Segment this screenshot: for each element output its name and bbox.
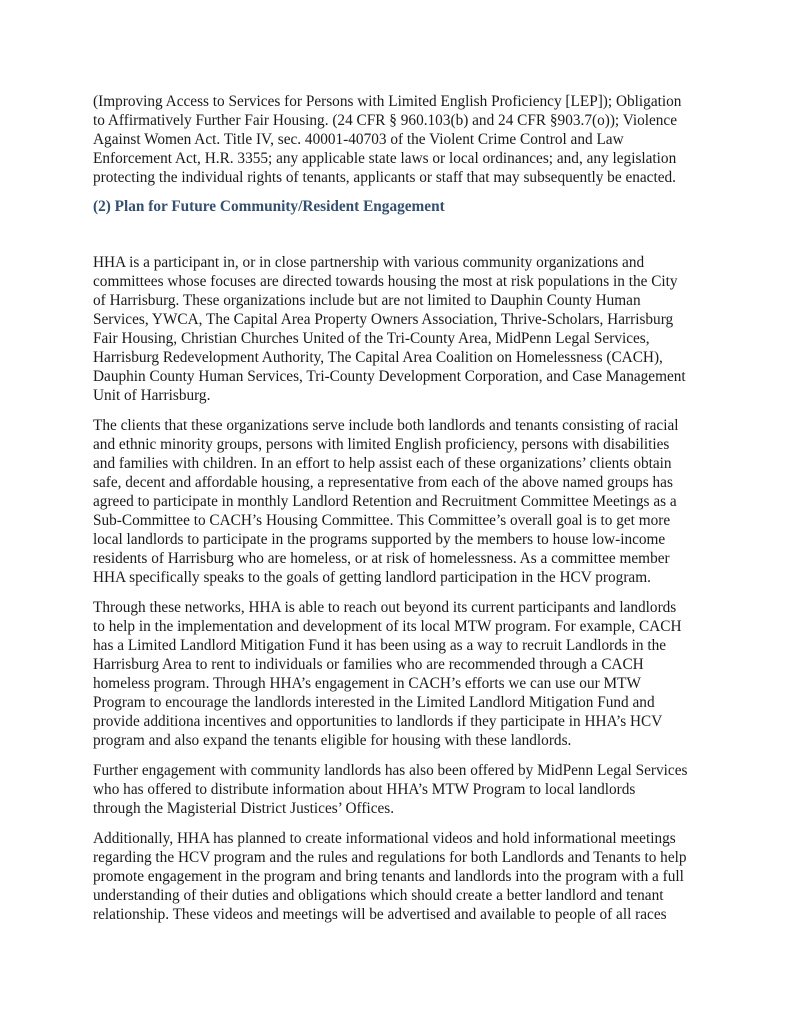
text-line: (Improving Access to Services for Persons with Limited English Proficiency [LEP]); Obligation bbox=[93, 93, 682, 110]
text-line: residents of Harrisburg who are homeless, or at risk of homelessness. As a committee member bbox=[93, 550, 670, 567]
text-line: regarding the HCV program and the rules and regulations for both Landlords and Tenants to help bbox=[93, 849, 687, 866]
text-line: safe, decent and affordable housing, a representative from each of the above named groups has bbox=[93, 474, 673, 491]
text-line: The clients that these organizations serve include both landlords and tenants consisting of racial bbox=[93, 417, 679, 434]
text-line: Enforcement Act, H.R. 3355; any applicable state laws or local ordinances; and, any legislation bbox=[93, 150, 677, 167]
paragraph-additionally bbox=[93, 829, 713, 924]
paragraph-clients bbox=[93, 416, 713, 587]
intro-paragraph bbox=[93, 92, 713, 187]
text-line: of Harrisburg. These organizations include but are not limited to Dauphin County Human bbox=[93, 292, 641, 309]
text-line: has a Limited Landlord Mitigation Fund it has been using as a way to recruit Landlords in the bbox=[93, 637, 667, 654]
text-line: Harrisburg Area to rent to individuals or families who are recommended through a CACH bbox=[93, 656, 644, 673]
text-line: promote engagement in the program and bring tenants and landlords into the program with a full bbox=[93, 868, 684, 885]
text-line: HHA is a participant in, or in close partnership with various community organizations and bbox=[93, 254, 645, 271]
text-line: program and also expand the tenants eligible for housing with these landlords. bbox=[93, 732, 572, 749]
text-line: Harrisburg Redevelopment Authority, The Capital Area Coalition on Homelessness (CACH), bbox=[93, 349, 663, 366]
text-line: Services, YWCA, The Capital Area Property Owners Association, Thrive-Scholars, Harrisburg bbox=[93, 311, 674, 328]
text-line: committees whose focuses are directed towards housing the most at risk populations in the City bbox=[93, 273, 678, 290]
text-line: and ethnic minority groups, persons with limited English proficiency, persons with disabilities bbox=[93, 436, 670, 453]
text-line: Through these networks, HHA is able to reach out beyond its current participants and landlords bbox=[93, 599, 677, 616]
text-line: agreed to participate in monthly Landlord Retention and Recruitment Committee Meetings as a bbox=[93, 493, 677, 510]
paragraph-partnerships bbox=[93, 253, 713, 405]
text-line: relationship. These videos and meetings will be advertised and available to people of all races bbox=[93, 906, 667, 923]
text-line: Sub-Committee to CACH’s Housing Committee. This Committee’s overall goal is to get more bbox=[93, 512, 671, 529]
text-line: understanding of their duties and obligations which should create a better landlord and tenant bbox=[93, 887, 664, 904]
text-line: who has offered to distribute information about HHA’s MTW Program to local landlords bbox=[93, 781, 636, 798]
text-line: HHA specifically speaks to the goals of getting landlord participation in the HCV program. bbox=[93, 569, 651, 586]
section-heading: (2) Plan for Future Community/Resident Engagement bbox=[93, 198, 445, 215]
document-page bbox=[93, 92, 713, 924]
text-line: provide additiona incentives and opportunities to landlords if they participate in HHA’s HCV bbox=[93, 713, 663, 730]
text-line: through the Magisterial District Justices’ Offices. bbox=[93, 800, 395, 817]
text-line: local landlords to participate in the programs supported by the members to house low-income bbox=[93, 531, 666, 548]
text-line: to help in the implementation and development of its local MTW program. For example, CACH bbox=[93, 618, 682, 635]
text-line: Fair Housing, Christian Churches United of the Tri-County Area, MidPenn Legal Services, bbox=[93, 330, 650, 347]
text-line: Dauphin County Human Services, Tri-County Development Corporation, and Case Management bbox=[93, 368, 686, 385]
text-line: protecting the individual rights of tenants, applicants or staff that may subsequently be enacted. bbox=[93, 169, 676, 186]
text-line: homeless program. Through HHA’s engagement in CACH’s efforts we can use our MTW bbox=[93, 675, 641, 692]
text-line: Program to encourage the landlords interested in the Limited Landlord Mitigation Fund and bbox=[93, 694, 655, 711]
paragraph-midpenn bbox=[93, 761, 713, 818]
text-line: Additionally, HHA has planned to create informational videos and hold informational meetings bbox=[93, 830, 676, 847]
text-line: to Affirmatively Further Fair Housing. (24 CFR § 960.103(b) and 24 CFR §903.7(o)); Violence bbox=[93, 112, 677, 129]
text-line: Further engagement with community landlords has also been offered by MidPenn Legal Services bbox=[93, 762, 688, 779]
paragraph-networks bbox=[93, 598, 713, 750]
text-line: Unit of Harrisburg. bbox=[93, 387, 211, 404]
text-line: Against Women Act. Title IV, sec. 40001-40703 of the Violent Crime Control and Law bbox=[93, 131, 624, 148]
text-line: and families with children. In an effort to help assist each of these organizations’ clients obtain bbox=[93, 455, 672, 472]
